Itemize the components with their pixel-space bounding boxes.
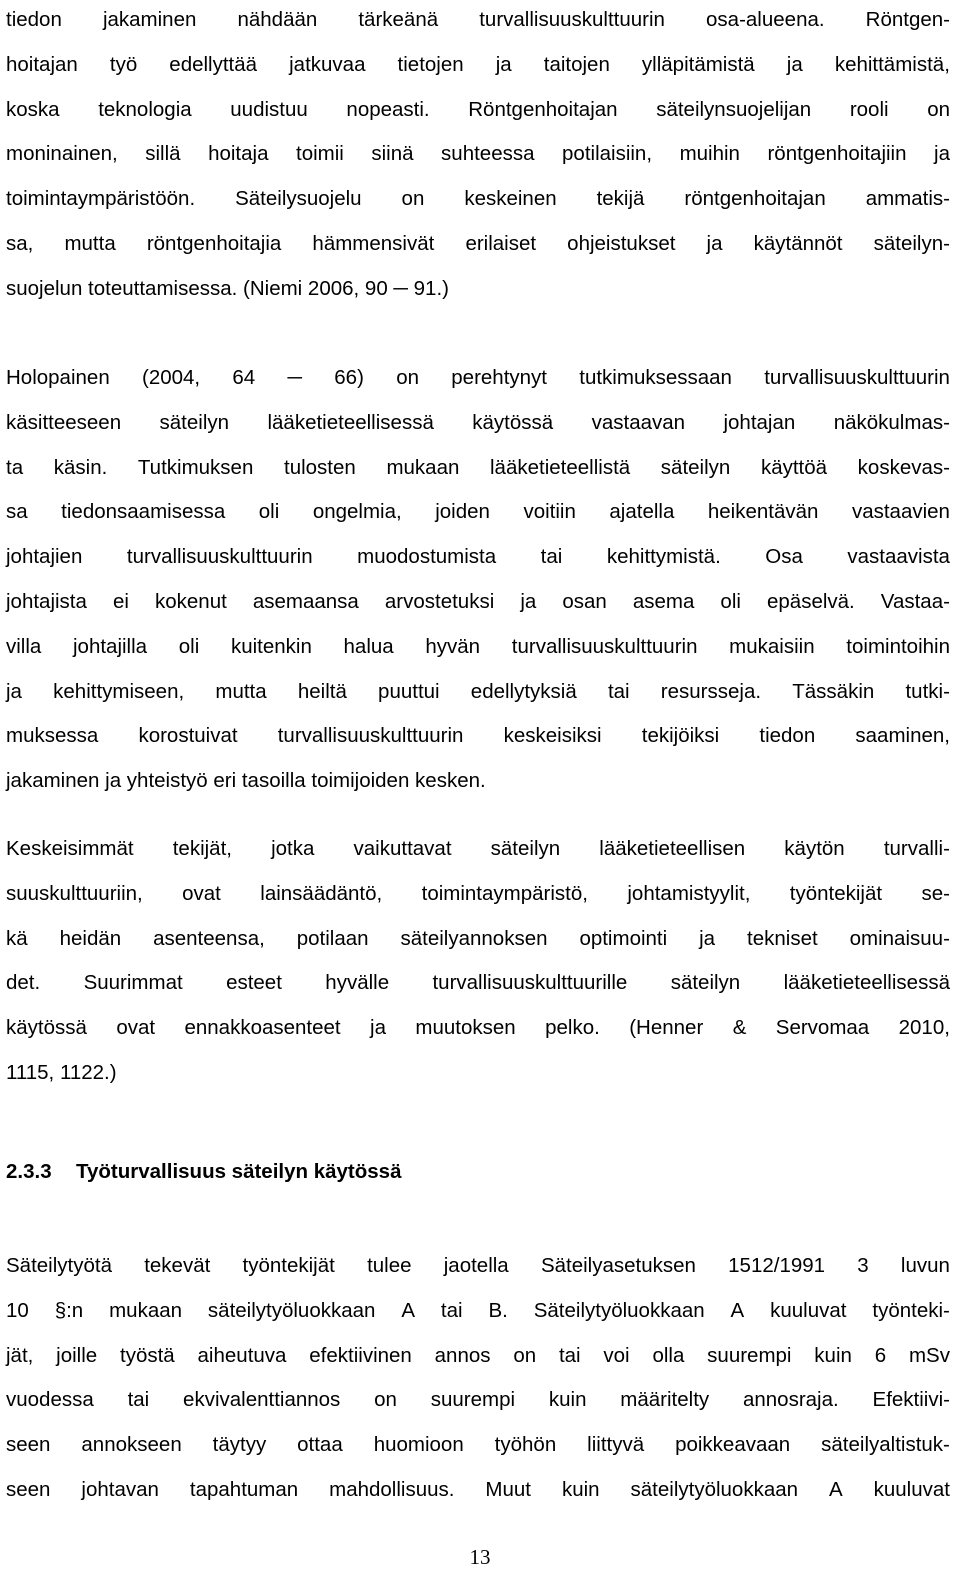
word: 66)	[334, 366, 364, 389]
word: Osa	[765, 545, 803, 569]
word: resursseja.	[660, 679, 762, 703]
word: (Henner	[629, 1016, 704, 1040]
word: hämmensivät	[312, 232, 435, 255]
word: ongelmia,	[312, 500, 402, 524]
word: johtajan	[723, 410, 796, 434]
word: ylläpitämistä	[641, 52, 755, 76]
word: moninainen,	[6, 142, 118, 166]
word: sillä	[145, 142, 181, 166]
text-line	[6, 142, 950, 166]
word: ennakkoasenteet	[184, 1016, 341, 1040]
word: siinä	[371, 142, 414, 166]
word: toimintaympäristö,	[421, 881, 588, 905]
word: Säteilysuojelu	[235, 187, 362, 211]
word: heikentävän	[707, 500, 819, 524]
word: käytännöt	[753, 232, 843, 255]
word: kuuluvat	[770, 1298, 847, 1322]
word: ja	[520, 590, 537, 613]
text-line	[6, 1478, 950, 1502]
word: 64	[232, 366, 256, 389]
text-line	[6, 680, 950, 704]
word: puuttui	[378, 679, 440, 703]
word: tai	[540, 545, 563, 569]
text-line	[6, 1299, 950, 1323]
word: turvallisuuskulttuurin	[479, 8, 665, 31]
word: edellyttää	[169, 52, 258, 76]
word: röntgenhoitajan	[684, 187, 826, 211]
word: on	[513, 1343, 537, 1367]
word: 3	[857, 1254, 869, 1277]
word: ja	[706, 232, 723, 255]
word: hyvälle	[325, 971, 390, 995]
word: Tässäkin	[792, 679, 875, 703]
word: jät,	[6, 1343, 34, 1367]
word: turvallisuuskulttuurin	[126, 545, 313, 569]
word: asenteensa,	[153, 926, 265, 950]
word: keskeisiksi	[503, 724, 602, 748]
text-line	[6, 927, 950, 951]
text-line	[6, 232, 950, 256]
word: tekevät	[144, 1254, 211, 1277]
word: nopeasti.	[346, 97, 430, 121]
word: uudistuu	[230, 97, 308, 121]
word: tai	[607, 679, 630, 703]
word: käsin.	[53, 455, 108, 479]
word: suurempi	[707, 1343, 792, 1367]
word: turvallisuuskulttuurin	[277, 724, 464, 748]
word: jatkuvaa	[289, 52, 366, 76]
word: mukaisiin	[729, 634, 815, 658]
word: kuin	[548, 1388, 587, 1412]
text-line	[6, 411, 950, 435]
word: tiedon	[759, 724, 816, 748]
text-line	[6, 590, 950, 614]
word: oli	[178, 634, 200, 658]
word: ajatella	[609, 500, 675, 524]
word: tekijöiksi	[641, 724, 720, 748]
word: A	[828, 1478, 843, 1501]
word: lääketieteellistä	[490, 455, 631, 479]
word: johtajista	[6, 590, 87, 613]
text-line	[6, 366, 950, 390]
word: lääketieteellisessä	[267, 410, 434, 434]
word: tai	[440, 1298, 463, 1322]
word: on	[374, 1388, 397, 1412]
word: Efektiivi-	[872, 1388, 950, 1412]
word: ja	[495, 52, 512, 76]
text-line	[6, 1016, 950, 1040]
text-line	[6, 98, 950, 122]
text-line	[6, 971, 950, 995]
word: annos	[434, 1343, 491, 1367]
word: Holopainen	[6, 366, 110, 389]
text-line	[6, 500, 950, 524]
word: sa,	[6, 232, 34, 255]
word: Suurimmat	[83, 971, 183, 995]
word: se-	[921, 881, 950, 905]
word: mukaan	[109, 1298, 183, 1322]
word: käytössä	[6, 1016, 87, 1040]
word: johtajilla	[73, 634, 148, 658]
word: 1512/1991	[728, 1254, 826, 1277]
word: johtajien	[6, 545, 83, 569]
word: tiedon	[6, 8, 62, 31]
text-line	[6, 1388, 950, 1412]
word: Säteilytyöluokkaan	[533, 1298, 705, 1322]
word: joille	[56, 1343, 98, 1367]
word: työhön	[494, 1433, 557, 1457]
word: säteilyn	[490, 837, 561, 860]
word: luvun	[900, 1254, 950, 1277]
word: ja	[370, 1016, 386, 1040]
word: aiheutuva	[197, 1343, 287, 1367]
word: työstä	[120, 1343, 175, 1367]
word: mahdollisuus.	[329, 1478, 455, 1501]
word: ja	[699, 926, 716, 950]
word: lääketieteellisessä	[783, 971, 950, 995]
word: turvalli-	[883, 837, 950, 860]
word: tiedonsaamisessa	[61, 500, 226, 524]
word: käsitteeseen	[6, 410, 122, 434]
word: näkökulmas-	[833, 410, 950, 434]
word: perehtynyt	[451, 366, 547, 389]
word: muodostumista	[357, 545, 497, 569]
word: Vastaa-	[880, 590, 950, 613]
word: 6	[874, 1343, 887, 1367]
word: vastaavista	[847, 545, 950, 569]
word: §:n	[54, 1298, 84, 1322]
text-line	[6, 545, 950, 569]
word: jakaminen	[102, 8, 197, 31]
word: villa	[6, 634, 42, 658]
word: työntekijät	[242, 1254, 335, 1277]
word: heidän	[59, 926, 122, 950]
word: optimointi	[579, 926, 668, 950]
word: erilaiset	[465, 232, 537, 255]
word: B.	[488, 1298, 508, 1322]
word: koskevas-	[857, 455, 950, 479]
word: seen	[6, 1433, 51, 1457]
word: taitojen	[543, 52, 610, 76]
word: (2004,	[142, 366, 201, 389]
word: tai	[558, 1343, 581, 1367]
word: turvallisuuskulttuurin	[511, 634, 698, 658]
word: efektiivinen	[309, 1343, 412, 1367]
word: edellytyksiä	[470, 679, 577, 703]
word: teknologia	[98, 97, 192, 121]
word: johtavan	[81, 1478, 159, 1501]
word: det.	[6, 971, 41, 995]
word: kehittämistä,	[834, 52, 950, 76]
word: potilaan	[296, 926, 369, 950]
word: turvallisuuskulttuurille	[432, 971, 628, 995]
word: vastaavan	[591, 410, 686, 434]
word: muksessa	[6, 724, 99, 748]
word: arvostetuksi	[384, 590, 495, 613]
word: asemaansa	[252, 590, 359, 613]
word: säteilytyöluokkaan	[630, 1478, 799, 1501]
word: täytyy	[212, 1433, 267, 1457]
word: ei	[112, 590, 129, 613]
word: vastaavien	[851, 500, 950, 524]
word: tapahtuman	[189, 1478, 299, 1501]
word: ovat	[116, 1016, 156, 1040]
word: kuitenkin	[230, 634, 312, 658]
text-line: suojelun toteuttamisessa. (Niemi 2006, 90 ─ 91.)	[6, 276, 449, 300]
word: kuuluvat	[873, 1478, 950, 1501]
word: ja	[934, 142, 950, 166]
word: voitiin	[523, 500, 576, 524]
text-line	[6, 1433, 950, 1457]
word: ominaisuu-	[849, 926, 950, 950]
word: työnteki-	[872, 1298, 950, 1322]
text-line	[6, 53, 950, 77]
word: lääketieteellisen	[599, 837, 746, 860]
word: korostuivat	[138, 724, 238, 748]
word: käytön	[784, 837, 845, 860]
page-number: 13	[469, 1545, 491, 1569]
word: tulosten	[284, 455, 356, 479]
word: voi	[603, 1343, 630, 1367]
word: ammatis-	[865, 187, 950, 211]
word: kä	[6, 926, 28, 950]
word: suuskulttuuriin,	[6, 881, 143, 905]
word: ekvivalenttiannos	[183, 1388, 341, 1412]
word: hoitajan	[6, 52, 78, 76]
word: suhteessa	[441, 142, 535, 166]
word: tekijä	[596, 187, 645, 211]
word: keskeinen	[464, 187, 557, 211]
word: on	[401, 187, 425, 211]
text-line	[6, 187, 950, 211]
word: osa-alueena.	[706, 8, 825, 31]
word: jotka	[271, 837, 315, 860]
word: annosraja.	[742, 1388, 839, 1412]
word: Keskeisimmät	[6, 837, 134, 860]
word: huomioon	[373, 1433, 464, 1457]
word: mutta	[64, 232, 116, 255]
word: mukaan	[386, 455, 460, 479]
word: rooli	[849, 97, 889, 121]
word: Muut	[485, 1478, 531, 1501]
word: tai	[127, 1388, 150, 1412]
word: seen	[6, 1478, 51, 1501]
word: jaotella	[443, 1254, 509, 1277]
word: ohjeistukset	[567, 232, 676, 255]
word: säteilyn	[670, 971, 741, 995]
section-title: Työturvallisuus säteilyn käytössä	[76, 1160, 402, 1183]
word: tietojen	[397, 52, 464, 76]
word: työntekijät	[789, 881, 883, 905]
word: röntgenhoitajiin	[767, 142, 907, 166]
word: ja	[786, 52, 803, 76]
word: joiden	[435, 500, 490, 524]
word: turvallisuuskulttuurin	[764, 366, 950, 389]
word: ovat	[182, 881, 221, 905]
word: mSv	[908, 1343, 950, 1367]
word: tutkimuksessaan	[579, 366, 732, 389]
word: on	[927, 97, 950, 121]
word: tutki-	[905, 679, 950, 703]
word: vaikuttavat	[353, 837, 452, 860]
word: ta	[6, 455, 24, 479]
word: oli	[258, 500, 280, 524]
word: Röntgenhoitajan	[468, 97, 618, 121]
word: Röntgen-	[865, 8, 950, 31]
word: säteilyn-	[873, 232, 950, 255]
word: säteilytyöluokkaan	[207, 1298, 376, 1322]
word: Säteilytyötä	[6, 1254, 112, 1277]
word: tulee	[367, 1254, 412, 1277]
word: sa	[6, 500, 28, 524]
text-line	[6, 1254, 950, 1278]
word: toimintaympäristöön.	[6, 187, 196, 211]
word: toimintoihin	[846, 634, 950, 658]
word: johtamistyylit,	[627, 881, 751, 905]
word: on	[396, 366, 419, 389]
text-line	[6, 724, 950, 748]
word: kuin	[561, 1478, 600, 1501]
word: hyvän	[425, 634, 481, 658]
word: nähdään	[237, 8, 318, 31]
text-line	[6, 8, 950, 32]
text-line	[6, 882, 950, 906]
word: asema	[632, 590, 695, 613]
word: kehittymistä.	[606, 545, 721, 569]
text-line: 1115, 1122.)	[6, 1061, 117, 1084]
word: röntgenhoitajia	[146, 232, 282, 255]
text-line: jakaminen ja yhteistyö eri tasoilla toimijoiden kesken.	[6, 769, 486, 793]
word: &	[732, 1016, 747, 1040]
word: käyttöä	[760, 455, 828, 479]
word: ottaa	[297, 1433, 343, 1457]
word: kokenut	[154, 590, 227, 613]
text-line	[6, 837, 950, 861]
word: työ	[109, 52, 138, 76]
word: 10	[6, 1298, 29, 1322]
text-line	[6, 1344, 950, 1368]
word: A	[401, 1298, 416, 1322]
word: kehittymiseen,	[53, 679, 185, 703]
word: määritelty	[620, 1388, 710, 1412]
word: heiltä	[297, 679, 347, 703]
word: poikkeavaan	[675, 1433, 791, 1457]
word: esteet	[226, 971, 282, 995]
word: kuin	[814, 1343, 852, 1367]
word: säteilyn	[159, 410, 230, 434]
word: potilaisiin,	[562, 142, 653, 166]
word: käytössä	[472, 410, 554, 434]
word: hoitaja	[208, 142, 269, 166]
word: vuodessa	[6, 1388, 94, 1412]
word: Servomaa	[775, 1016, 870, 1040]
word: liittyvä	[587, 1433, 645, 1457]
word: muutoksen	[415, 1016, 516, 1040]
section-number: 2.3.3	[6, 1160, 52, 1183]
word: annokseen	[81, 1433, 182, 1457]
word: säteilyannoksen	[400, 926, 548, 950]
word: suurempi	[430, 1388, 516, 1412]
word: Säteilyasetuksen	[540, 1254, 696, 1277]
word: ja	[6, 679, 22, 703]
text-line	[6, 456, 950, 480]
word: A	[730, 1298, 745, 1322]
word: muihin	[679, 142, 740, 166]
word: toimii	[296, 142, 344, 166]
word: ─	[287, 366, 303, 389]
word: tekijät,	[172, 837, 232, 860]
word: tekniset	[747, 926, 818, 950]
word: lainsäädäntö,	[260, 881, 383, 905]
word: tärkeänä	[358, 8, 439, 31]
word: säteilyn	[660, 455, 731, 479]
section-heading	[6, 1160, 401, 1184]
word: pelko.	[545, 1016, 600, 1040]
word: olla	[652, 1343, 685, 1367]
word: epäselvä.	[766, 590, 855, 613]
word: 2010,	[898, 1016, 950, 1040]
word: oli	[720, 590, 741, 613]
word: saaminen,	[855, 724, 950, 748]
word: osan	[562, 590, 607, 613]
word: halua	[343, 634, 394, 658]
word: koska	[6, 97, 60, 121]
word: säteilyaltistuk-	[821, 1433, 950, 1457]
word: säteilynsuojelijan	[656, 97, 812, 121]
word: mutta	[215, 679, 267, 703]
word: Tutkimuksen	[137, 455, 254, 479]
text-line	[6, 635, 950, 659]
